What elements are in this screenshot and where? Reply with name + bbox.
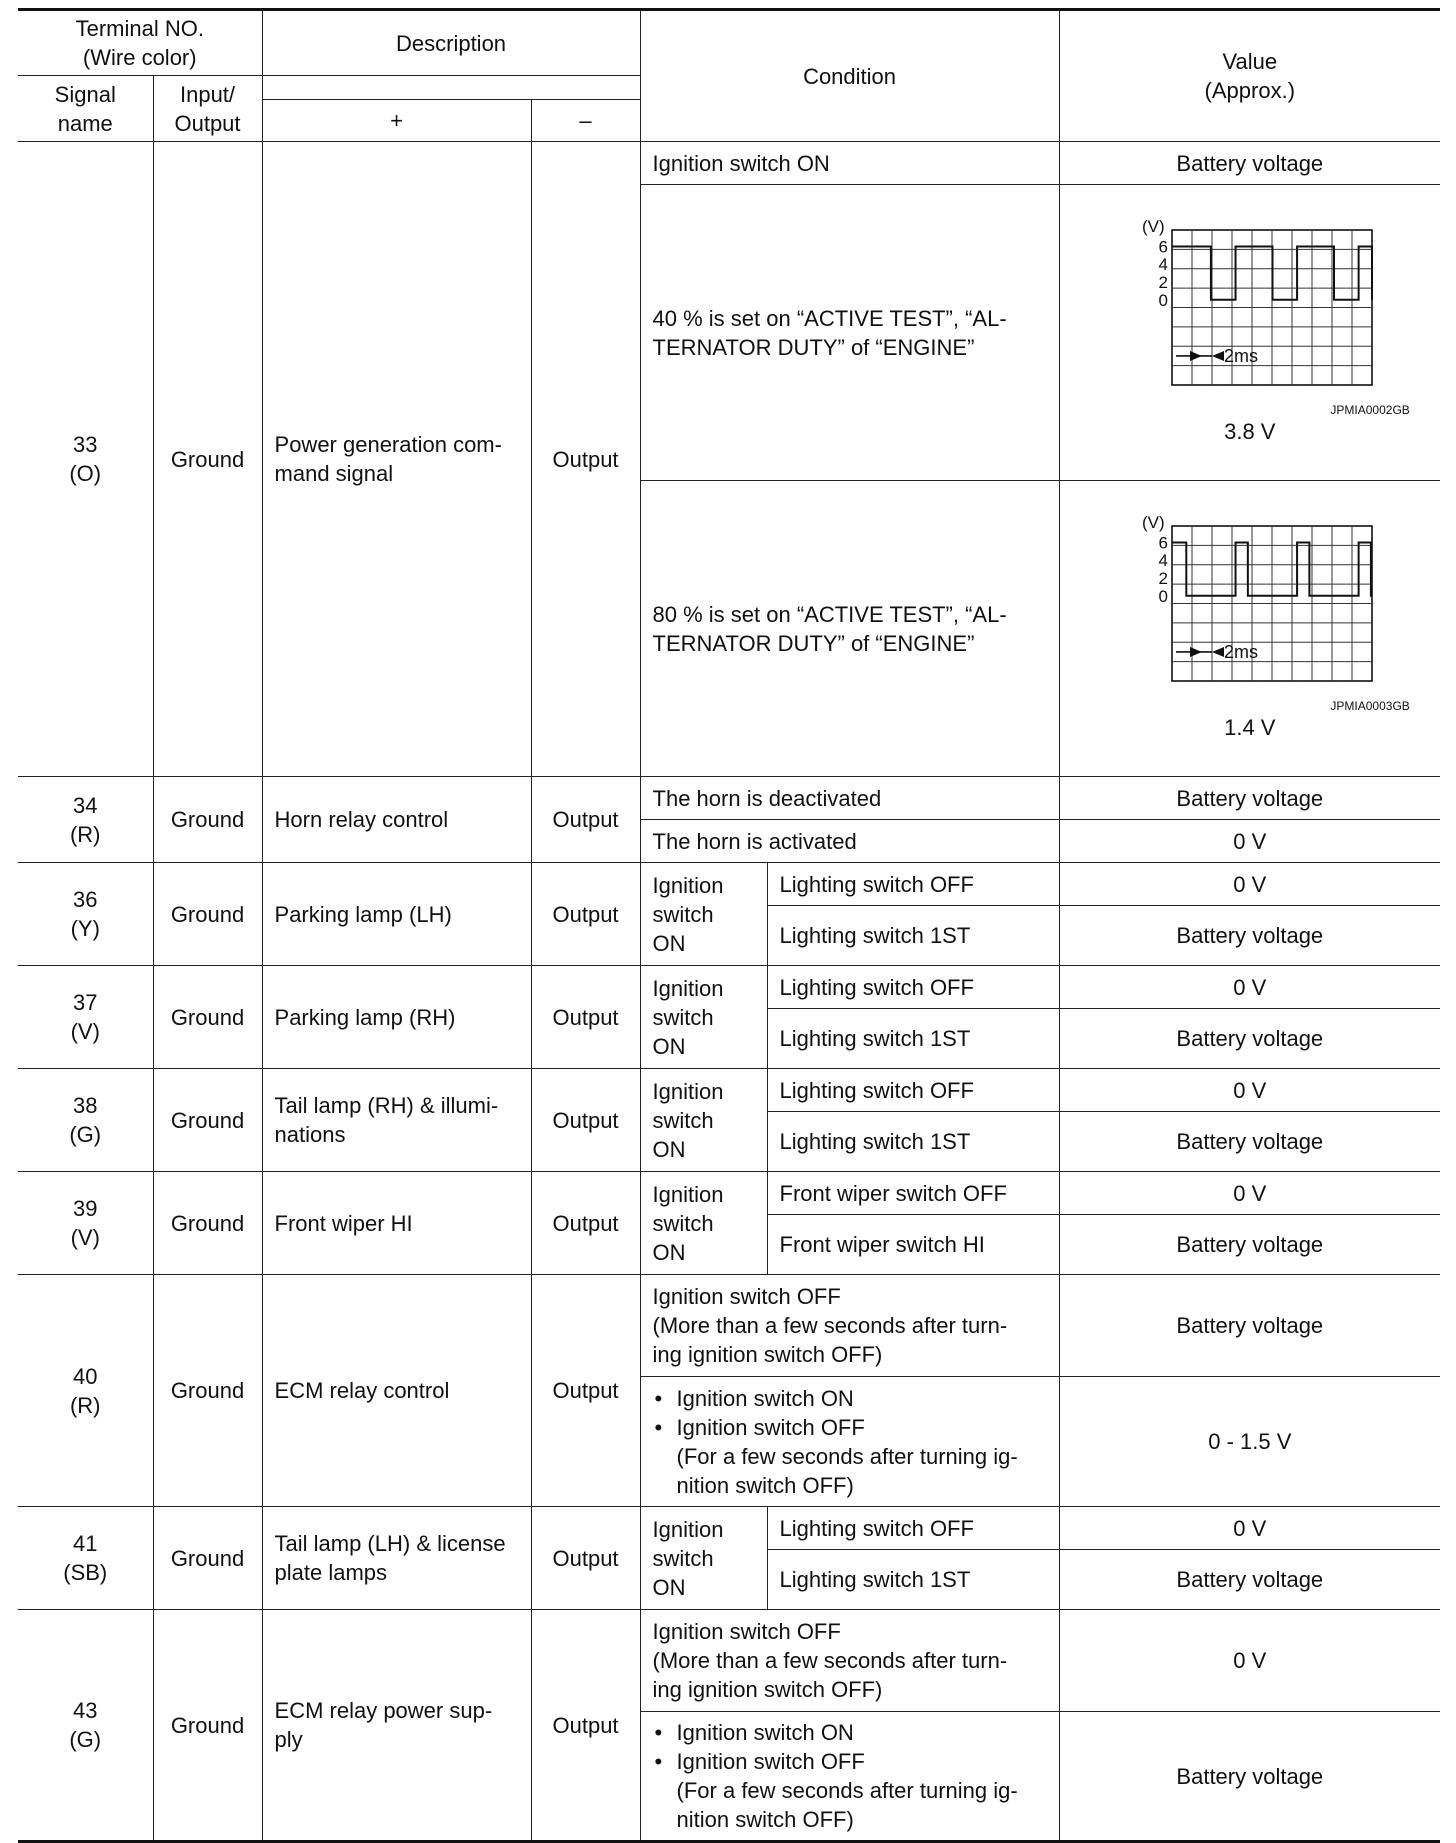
waveform-y-tick: 4 <box>1158 254 1168 274</box>
value: 0 V <box>1059 820 1440 863</box>
terminal-minus: Ground <box>153 863 262 966</box>
condition-bullet: • Ignition switch ON <box>677 1384 1047 1413</box>
waveform-y-tick: 2 <box>1158 272 1168 292</box>
header-condition: Condition <box>640 10 1059 142</box>
input-output: Output <box>531 1507 640 1610</box>
value: 0 V <box>1059 1610 1440 1712</box>
condition-bullet: • Ignition switch ON <box>677 1718 1047 1747</box>
value: 0 V <box>1059 966 1440 1009</box>
value: Battery voltage <box>1059 1712 1440 1842</box>
waveform-y-unit: (V) <box>1141 219 1165 236</box>
terminal-plus: 41 (SB) <box>18 1507 153 1610</box>
terminal-minus: Ground <box>153 142 262 777</box>
terminal-table <box>18 8 1440 1843</box>
terminal-minus: Ground <box>153 777 262 863</box>
header-plus: + <box>262 100 531 142</box>
terminal-minus: Ground <box>153 1069 262 1172</box>
waveform-y-tick: 6 <box>1158 532 1168 552</box>
condition: Front wiper switch HI <box>767 1215 1059 1275</box>
table-row <box>18 1172 1440 1215</box>
condition: Lighting switch OFF <box>767 1069 1059 1112</box>
condition: Ignition switch ON <box>640 142 1059 185</box>
condition-bullets <box>653 1718 1047 1834</box>
waveform-y-unit: (V) <box>1141 515 1165 532</box>
input-output: Output <box>531 966 640 1069</box>
figure-code: JPMIA0002GB <box>1330 402 1410 417</box>
value: Battery voltage <box>1059 1550 1440 1610</box>
value: 0 V <box>1059 863 1440 906</box>
condition-bullets <box>653 1384 1047 1500</box>
input-output: Output <box>531 1275 640 1507</box>
condition: Lighting switch OFF <box>767 863 1059 906</box>
input-output: Output <box>531 1172 640 1275</box>
signal-name: Parking lamp (RH) <box>262 966 531 1069</box>
signal-name: Horn relay control <box>262 777 531 863</box>
terminal-plus: 37 (V) <box>18 966 153 1069</box>
waveform-time-label: 2ms <box>1223 641 1258 662</box>
terminal-plus: 39 (V) <box>18 1172 153 1275</box>
header-terminal-no: Terminal NO. (Wire color) <box>18 10 262 76</box>
condition-group: Ignition switch ON <box>640 1172 767 1275</box>
input-output: Output <box>531 863 640 966</box>
table-row <box>18 1069 1440 1112</box>
header-minus: – <box>531 100 640 142</box>
condition-group: Ignition switch ON <box>640 1507 767 1610</box>
terminal-minus: Ground <box>153 1507 262 1610</box>
table-row <box>18 863 1440 906</box>
signal-name: Power generation com- mand signal <box>262 142 531 777</box>
value-text: 1.4 V <box>1224 714 1276 740</box>
condition: The horn is activated <box>640 820 1059 863</box>
value: Battery voltage <box>1059 1009 1440 1069</box>
table-row <box>18 777 1440 820</box>
header-input-output: Input/ Output <box>153 76 262 142</box>
condition: Front wiper switch OFF <box>767 1172 1059 1215</box>
table-row <box>18 966 1440 1009</box>
terminal-minus: Ground <box>153 966 262 1069</box>
header-row-1 <box>18 10 1440 76</box>
value: Battery voltage <box>1059 906 1440 966</box>
input-output: Output <box>531 777 640 863</box>
condition: Lighting switch 1ST <box>767 906 1059 966</box>
condition-bullet: • Ignition switch OFF (For a few seconds after turning ig- nition switch OFF) <box>677 1413 1047 1500</box>
waveform-figure <box>1090 516 1410 742</box>
condition-group: Ignition switch ON <box>640 863 767 966</box>
table-row <box>18 1507 1440 1550</box>
waveform-plot <box>1120 220 1380 400</box>
figure-code: JPMIA0003GB <box>1330 698 1410 713</box>
value: 0 - 1.5 V <box>1059 1377 1440 1507</box>
value: 0 V <box>1059 1069 1440 1112</box>
table-row <box>18 142 1440 185</box>
value-text: 3.8 V <box>1224 418 1276 444</box>
input-output: Output <box>531 1069 640 1172</box>
waveform-time-label: 2ms <box>1223 345 1258 366</box>
value: 0 V <box>1059 1172 1440 1215</box>
condition: Lighting switch 1ST <box>767 1009 1059 1069</box>
terminal-minus: Ground <box>153 1275 262 1507</box>
signal-name: Tail lamp (LH) & license plate lamps <box>262 1507 531 1610</box>
value: 0 V <box>1059 1507 1440 1550</box>
condition: 80 % is set on “ACTIVE TEST”, “AL- TERNATOR DUTY” of “ENGINE” <box>640 481 1059 777</box>
condition <box>640 1377 1059 1507</box>
condition-group: Ignition switch ON <box>640 1069 767 1172</box>
condition: Ignition switch OFF (More than a few seconds after turn- ing ignition switch OFF) <box>640 1610 1059 1712</box>
signal-name: Front wiper HI <box>262 1172 531 1275</box>
terminal-rows <box>18 142 1440 1842</box>
value-waveform <box>1059 185 1440 481</box>
condition: 40 % is set on “ACTIVE TEST”, “AL- TERNATOR DUTY” of “ENGINE” <box>640 185 1059 481</box>
waveform-y-tick: 4 <box>1158 550 1168 570</box>
condition: Lighting switch OFF <box>767 1507 1059 1550</box>
value: Battery voltage <box>1059 142 1440 185</box>
table-row <box>18 1610 1440 1712</box>
input-output: Output <box>531 142 640 777</box>
terminal-plus: 40 (R) <box>18 1275 153 1507</box>
terminal-minus: Ground <box>153 1172 262 1275</box>
value: Battery voltage <box>1059 777 1440 820</box>
header-value: Value (Approx.) <box>1059 10 1440 142</box>
waveform-y-tick: 2 <box>1158 568 1168 588</box>
signal-name: Parking lamp (LH) <box>262 863 531 966</box>
value: Battery voltage <box>1059 1275 1440 1377</box>
header-description: Description <box>262 10 640 76</box>
input-output: Output <box>531 1610 640 1842</box>
waveform-y-tick: 0 <box>1158 586 1168 606</box>
condition <box>640 1712 1059 1842</box>
header-signal-name: Signal name <box>18 76 153 142</box>
terminal-plus: 34 (R) <box>18 777 153 863</box>
terminal-plus: 36 (Y) <box>18 863 153 966</box>
waveform-y-tick: 6 <box>1158 236 1168 256</box>
waveform-plot <box>1120 516 1380 696</box>
value: Battery voltage <box>1059 1112 1440 1172</box>
condition: Ignition switch OFF (More than a few seconds after turn- ing ignition switch OFF) <box>640 1275 1059 1377</box>
condition-group: Ignition switch ON <box>640 966 767 1069</box>
signal-name: ECM relay control <box>262 1275 531 1507</box>
waveform-arrow-right <box>1190 350 1202 360</box>
condition-bullet: • Ignition switch OFF (For a few seconds after turning ig- nition switch OFF) <box>677 1747 1047 1834</box>
waveform-arrow-left <box>1212 646 1224 656</box>
waveform-arrow-left <box>1212 350 1224 360</box>
condition: Lighting switch 1ST <box>767 1112 1059 1172</box>
terminal-minus: Ground <box>153 1610 262 1842</box>
waveform-figure <box>1090 220 1410 446</box>
waveform-signal <box>1172 246 1372 299</box>
condition: Lighting switch 1ST <box>767 1550 1059 1610</box>
table-row <box>18 1275 1440 1377</box>
condition: Lighting switch OFF <box>767 966 1059 1009</box>
waveform-arrow-right <box>1190 646 1202 656</box>
terminal-plus: 33 (O) <box>18 142 153 777</box>
waveform-y-tick: 0 <box>1158 290 1168 310</box>
value: Battery voltage <box>1059 1215 1440 1275</box>
terminal-plus: 38 (G) <box>18 1069 153 1172</box>
value-waveform <box>1059 481 1440 777</box>
signal-name: Tail lamp (RH) & illumi- nations <box>262 1069 531 1172</box>
signal-name: ECM relay power sup- ply <box>262 1610 531 1842</box>
terminal-plus: 43 (G) <box>18 1610 153 1842</box>
condition: The horn is deactivated <box>640 777 1059 820</box>
